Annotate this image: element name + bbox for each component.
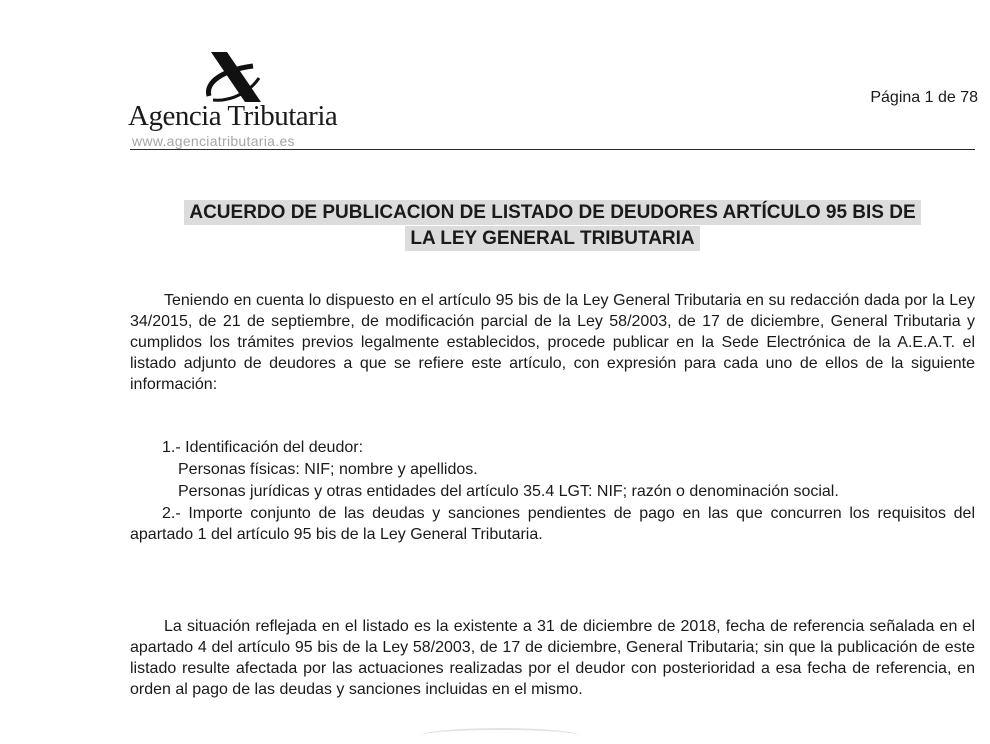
title-line-2: LA LEY GENERAL TRIBUTARIA bbox=[405, 226, 699, 251]
brand-name: Agencia Tributaria bbox=[128, 100, 338, 132]
list-item-1b: Personas jurídicas y otras entidades del artículo 35.4 LGT: NIF; razón o denominación social. bbox=[178, 483, 839, 500]
header-divider bbox=[130, 149, 975, 150]
agency-emblem-icon bbox=[203, 52, 265, 104]
page-number: Página 1 de 78 bbox=[870, 89, 978, 106]
agency-logo bbox=[128, 52, 348, 152]
document-title bbox=[130, 200, 975, 252]
list-item-1a: Personas físicas: NIF; nombre y apellidos. bbox=[178, 461, 478, 478]
list-item-2: 2.- Importe conjunto de las deudas y sanciones pendientes de pago en las que concurren los requisitos del apartado 1 del artículo 95 bis de la Ley General Tributaria. bbox=[130, 505, 975, 543]
website-url[interactable]: www.agenciatributaria.es bbox=[132, 133, 295, 149]
closing-paragraph: La situación reflejada en el listado es la existente a 31 de diciembre de 2018, fecha de referencia señalada en el apartado 4 del artículo 95 bis de la Ley 58/2003, de 17 de diciembre, General Tributaria; sin que la publicación de este listado resulte afectada por las actuaciones realizadas por el deudor con posterioridad a esa fecha de referencia, en orden al pago de las deudas y sanciones incluidas en el mismo. bbox=[130, 618, 975, 698]
title-line-1: ACUERDO DE PUBLICACION DE LISTADO DE DEUDORES ARTÍCULO 95 BIS DE bbox=[184, 200, 920, 225]
list-item-1: 1.- Identificación del deudor: bbox=[162, 439, 364, 456]
intro-paragraph: Teniendo en cuenta lo dispuesto en el artículo 95 bis de la Ley General Tributaria en su redacción dada por la Ley 34/2015, de 21 de septiembre, de modificación parcial de la Ley 58/2003, de 17 de diciembre, General Tributaria y cumplidos los trámites previos legalmente establecidos, procede publicar en la Sede Electrónica de la A.E.A.T. el listado adjunto de deudores a que se refiere este artículo, con expresión para cada uno de ellos de la siguiente información: bbox=[130, 292, 975, 393]
